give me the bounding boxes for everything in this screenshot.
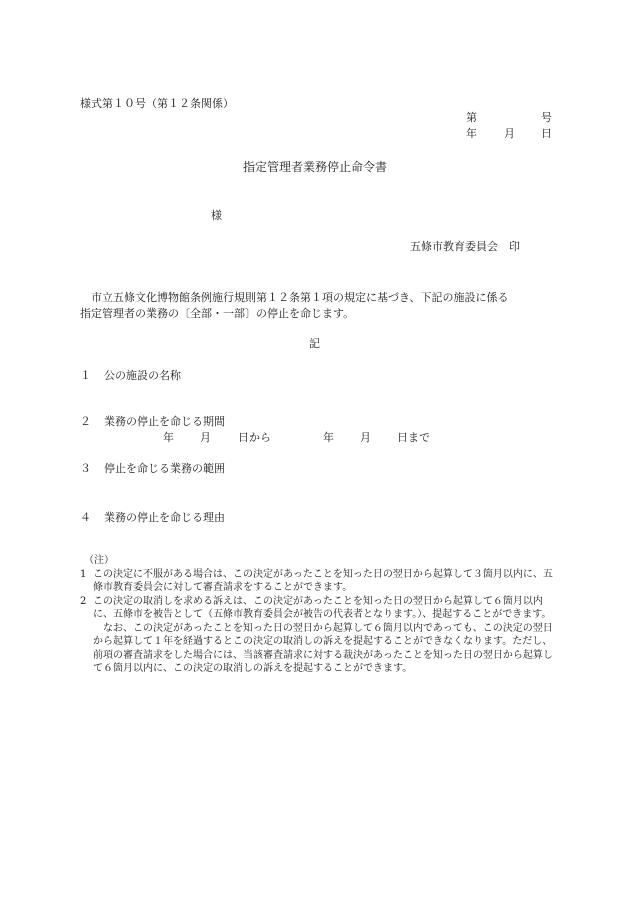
item-number: ３ [80, 462, 91, 475]
item-number: ４ [80, 511, 91, 524]
item-suspension-scope [80, 462, 225, 475]
period-to-day: 日まで [397, 431, 430, 444]
issuer: 五條市教育委員会 印 [410, 240, 520, 253]
note-item [80, 568, 555, 595]
item-number: １ [80, 369, 91, 382]
item-suspension-reason [80, 511, 225, 524]
period-from-month: 月 [200, 431, 211, 444]
item-facility-name [80, 369, 181, 382]
order-body-line: 市立五條文化博物館条例施行規則第１２条第１項の規定に基づき、下記の施設に係る [80, 291, 509, 304]
doc-number-suffix: 号 [541, 111, 552, 124]
document-title: 指定管理者業務停止命令書 [242, 160, 387, 174]
order-body-line: 指定管理者の業務の〔全部・一部〕の停止を命じます。 [80, 307, 355, 320]
note-number: 1 [80, 568, 87, 580]
item-label: 公の施設の名称 [104, 369, 181, 382]
note-supplement: なお、この決定があったことを知った日の翌日から起算して６箇月以内であっても、この決定の翌日から起算して１年を経過するとこの決定の取消しの訴えを提起することができなくなります。ただし、前項の審査請求をした場合には、当該審査請求に対する裁決があったことを知った日の翌日から起算して６箇月以内に、この決定の取消しの訴えを提起することができます。 [93, 622, 553, 674]
doc-date-day: 日 [541, 127, 552, 140]
form-label: 様式第１０号（第１２条関係） [80, 97, 234, 110]
note-text: この決定に不服がある場合は、この決定があったことを知った日の翌日から起算して３箇月以内に、五條市教育委員会に対して審査請求をすることができます。 [93, 568, 553, 593]
period-to-year: 年 [323, 431, 334, 444]
note-text: この決定の取消しを求める訴えは、この決定があったことを知った日の翌日から起算して６箇月以内に、五條市を被告として（五條市教育委員会が被告の代表者となります。）、提起することができます。 [93, 595, 552, 620]
doc-date-month: 月 [504, 127, 515, 140]
item-label: 業務の停止を命じる理由 [104, 511, 225, 524]
note-number: 2 [80, 595, 87, 607]
item-suspension-period [80, 415, 225, 428]
note-item [80, 595, 555, 622]
recipient-suffix: 様 [211, 209, 222, 222]
period-from-year: 年 [163, 431, 174, 444]
doc-number-prefix: 第 [466, 111, 477, 124]
order-body [80, 290, 555, 322]
item-label: 業務の停止を命じる期間 [104, 415, 225, 428]
doc-date-year: 年 [466, 127, 477, 140]
item-label: 停止を命じる業務の範囲 [104, 462, 225, 475]
kigo-heading: 記 [309, 337, 320, 350]
notes [80, 554, 555, 676]
notes-heading: （注） [84, 555, 114, 566]
period-to-month: 月 [360, 431, 371, 444]
item-number: ２ [80, 415, 91, 428]
period-from-day: 日から [238, 431, 271, 444]
